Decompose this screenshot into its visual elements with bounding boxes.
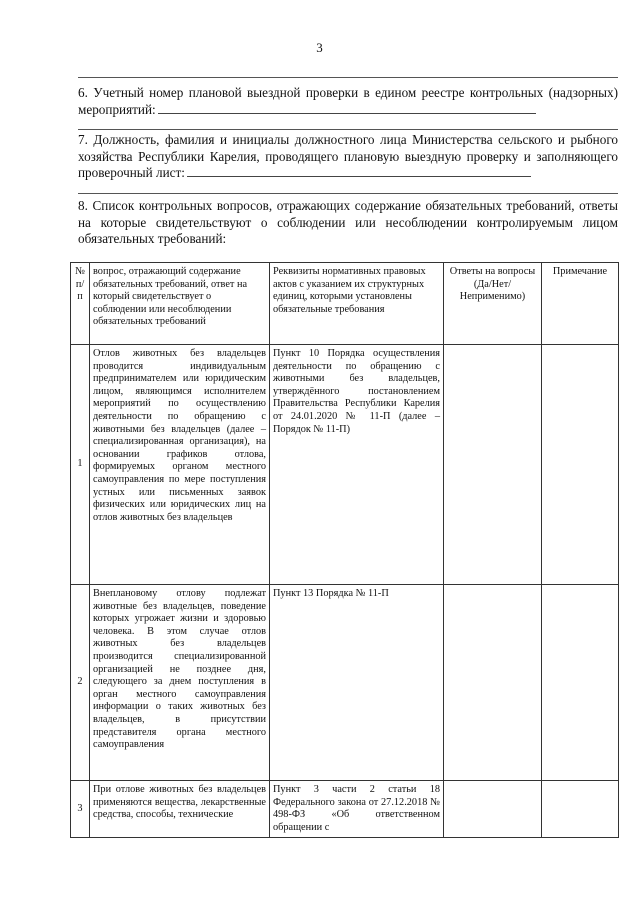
row-answer-cell xyxy=(444,781,542,838)
blank-line xyxy=(78,77,618,78)
table-row xyxy=(71,585,619,781)
section-6-fill-line xyxy=(158,102,536,114)
section-6 xyxy=(78,85,618,118)
row-note-cell xyxy=(542,345,619,585)
header-question: вопрос, отражающий содержание обязательных требований, ответ на который свидетельствует о соблюдении или несоблюдении обязательных требований xyxy=(90,263,270,345)
blank-line xyxy=(78,129,618,130)
header-num: № п/п xyxy=(71,263,90,345)
row-answer-cell xyxy=(444,345,542,585)
table-row xyxy=(71,345,619,585)
row-number: 1 xyxy=(71,345,90,585)
checklist-table xyxy=(70,262,619,838)
row-question: Внеплановому отлову подлежат животные без владельцев, поведение которых угрожает жизни и здоровью человека. В этом случае отлов животных без владельцев производится специализированной организацией не позднее дня, следующего за днем поступления в орган местного самоуправления информации о таких животных без владельцев, в присутствии представителя органа местного самоуправления xyxy=(90,585,270,781)
row-requisites: Пункт 10 Порядка осуществления деятельности по обращению с животными без владельцев, утверждённого постановлением Правительства Республики Карелия от 24.01.2020 № 11-П (далее – Порядок № 11-П) xyxy=(270,345,444,585)
row-number: 2 xyxy=(71,585,90,781)
row-note-cell xyxy=(542,781,619,838)
section-6-text: 6. Учетный номер плановой выездной проверки в едином реестре контрольных (надзорных) мероприятий: xyxy=(78,85,618,117)
row-requisites: Пункт 3 части 2 статьи 18 Федерального закона от 27.12.2018 № 498-ФЗ «Об ответственном обращении с xyxy=(270,781,444,838)
table-header-row xyxy=(71,263,619,345)
row-number: 3 xyxy=(71,781,90,838)
section-7-fill-line xyxy=(187,165,531,177)
header-answers: Ответы на вопросы (Да/Нет/Неприменимо) xyxy=(444,263,542,345)
row-question: При отлове животных без владельцев применяются вещества, лекарственные средства, способы, технические xyxy=(90,781,270,838)
section-8-text: 8. Список контрольных вопросов, отражающих содержание обязательных требований, ответы на которые свидетельствуют о соблюдении или несоблюдении контролируемым лицом обязательных требований: xyxy=(78,198,618,246)
row-question: Отлов животных без владельцев проводится индивидуальным предпринимателем или юридическим лицом, являющимся исполнителем мероприятий по осуществлению деятельности по обращению с животными без владельцев (далее – специализированная организация), на основании графиков отлова, формируемых органом местного самоуправления по мере поступления устных или письменных заявок физических или юридических лиц на отлов животных без владельцев xyxy=(90,345,270,585)
blank-line xyxy=(78,193,618,194)
section-7-text: 7. Должность, фамилия и инициалы должностного лица Министерства сельского и рыбного хозяйства Республики Карелия, проводящего плановую выездную проверку и заполняющего проверочный лист: xyxy=(78,132,618,180)
section-7 xyxy=(78,132,618,182)
section-8 xyxy=(78,198,618,248)
header-requisites: Реквизиты нормативных правовых актов с указанием их структурных единиц, которыми установлены обязательные требования xyxy=(270,263,444,345)
row-answer-cell xyxy=(444,585,542,781)
table-row xyxy=(71,781,619,838)
row-requisites: Пункт 13 Порядка № 11-П xyxy=(270,585,444,781)
page-number: 3 xyxy=(316,40,323,55)
row-note-cell xyxy=(542,585,619,781)
header-note: Примечание xyxy=(542,263,619,345)
